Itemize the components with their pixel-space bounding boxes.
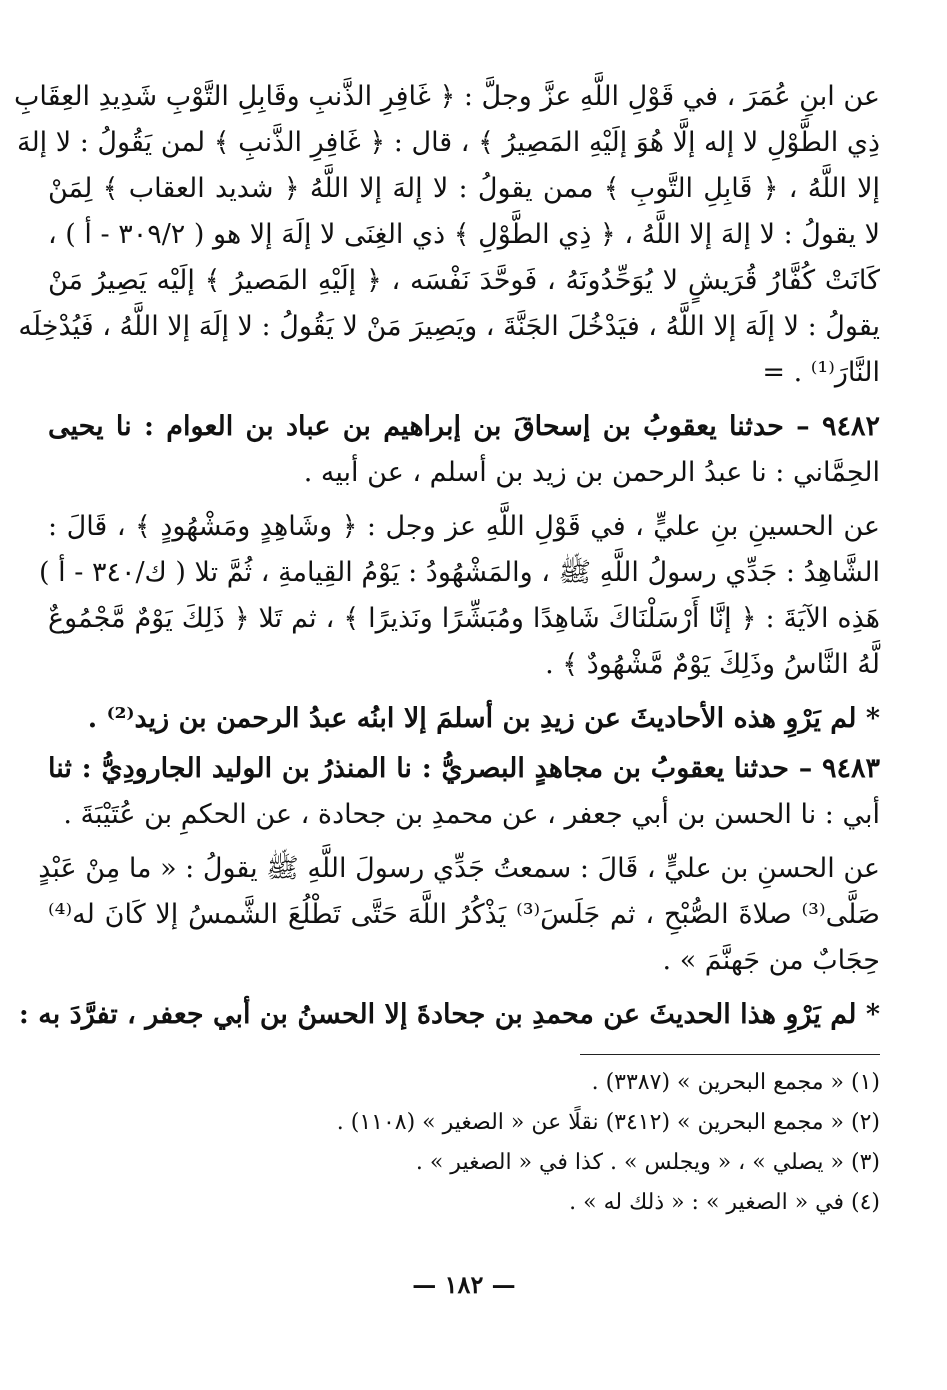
text-line: لا يقولُ : لا إلهَ إلا اللَّهُ ، ﴿ ذِي الطَّوْلِ ﴾ ذي الغِنَى لا إلَهَ إلا هو ( ٣٠٩/٢ - أ ) ،	[48, 219, 880, 250]
text-line: إلا اللَّهُ ، ﴿ قَابِلِ التَّوبِ ﴾ ممن يقولُ : لا إلهَ إلا اللَّهُ ﴿ شديد العقاب ﴾ لِمَنْ	[48, 173, 880, 204]
hadith-9482-matn: هَذِه الآيَةَ : ﴿ إنَّا أَرْسَلْنَاكَ شَاهِدًا ومُبَشِّرًا ونَذيرًا ﴾ ، ثم تَلا ﴿ ذَلِكَ يَوْمٌ مَّجْمُوعٌ	[48, 603, 880, 634]
text-line: النَّارَ⁽¹⁾ . =	[762, 357, 880, 388]
hadith-9482-matn: لَّهُ النَّاسُ وذَلِكَ يَوْمٌ مَّشْهُودٌ ﴾ .	[545, 649, 880, 680]
page-body	[13, 74, 880, 1374]
hadith-9483-note: * لم يَرْوِ هذا الحديثَ عن محمدِ بن جحادةَ إلا الحسنُ بن أبي جعفر ، تفرَّدَ به :	[18, 999, 880, 1030]
text-line: عن ابنِ عُمَرَ ، في قَوْلِ اللَّهِ عزَّ وجلَّ : ﴿ غَافِرِ الذَّنبِ وقَابِلِ التَّوْبِ شَدِيدِ العِقَابِ	[13, 81, 880, 112]
text-line: ذِي الطَّوْلِ لا إله إلَّا هُوَ إلَيْهِ المَصِيرُ ﴾ ، قال : ﴿ غَافِرِ الذَّنبِ ﴾ لمن يَقُولُ : لا إلهَ	[16, 127, 880, 158]
hadith-9482-matn: الشَّاهِدُ : جَدِّي رسولُ اللَّهِ ﷺ ، والمَشْهُودُ : يَوْمُ القِيامةِ ، ثُمَّ تلا ( ك/٣٤٠ - أ )	[39, 557, 880, 588]
hadith-9483-matn: صَلَّى⁽³⁾ صلاةَ الصُّبْحِ ، ثم جَلَسَ⁽³⁾ يَذْكُرُ اللَّهَ حَتَّى تَطْلُعَ الشَّمسُ إلا كَانَ له⁽⁴⁾	[48, 899, 880, 930]
hadith-9483-matn: عن الحسنِ بن عليٍّ ، قَالَ : سمعتُ جَدِّي رسولَ اللَّهِ ﷺ يقولُ : « ما مِنْ عَبْدٍ	[38, 853, 880, 884]
hadith-9483-matn: حِجَابٌ من جَهنَّمَ » .	[662, 945, 880, 976]
hadith-9482-isnad: الحِمَّاني : نا عبدُ الرحمن بن زيد بن أسلم ، عن أبيه .	[303, 457, 880, 488]
text-line: كَانَتْ كُفَّارُ قُرَيشٍ لا يُوَحِّدُونَهُ ، فَوحَّدَ نَفْسَه ، ﴿ إلَيْهِ المَصيرُ ﴾ إلَيْه يَصِيرُ مَنْ	[48, 265, 880, 296]
footnote: (٣) « يصلي » ، « ويجلس » . كذا في « الصغير » .	[415, 1150, 880, 1175]
hadith-9482-matn: عن الحسينِ بنِ عليٍّ ، في قَوْلِ اللَّهِ عز وجل : ﴿ وشَاهِدٍ ومَشْهُودٍ ﴾ ، قَالَ :	[48, 511, 880, 542]
footnote-divider	[580, 1054, 880, 1055]
footnote: (١) « مجمع البحرين » (٣٣٨٧) .	[591, 1070, 880, 1095]
footnote: (٤) في « الصغير » : « ذلك له » .	[569, 1190, 880, 1215]
hadith-9483-isnad: أبي : نا الحسن بن أبي جعفر ، عن محمدِ بن جحادة ، عن الحكمِ بن عُتَيْبَةَ .	[63, 799, 880, 830]
page-number: — ١٨٢ —	[412, 1270, 516, 1299]
hadith-9482-isnad: ٩٤٨٢ – حدثنا يعقوبُ بن إسحاقَ بن إبراهيم بن عباد بن العوام : نا يحيى	[48, 411, 880, 442]
hadith-9483-isnad: ٩٤٨٣ – حدثنا يعقوبُ بن مجاهدٍ البصريُّ : نا المنذرُ بن الوليد الجارودِيُّ : ثنا	[48, 753, 880, 784]
footnote: (٢) « مجمع البحرين » (٣٤١٢) نقلًا عن « الصغير » (١١٠٨) .	[336, 1110, 880, 1135]
text-line: يقولُ : لا إلَهَ إلا اللَّهُ ، فيَدْخُلَ الجَنَّةَ ، ويَصِيرَ مَنْ لا يَقُولُ : لا إلَهَ إلا اللَّهُ ، فَيُدْخِلَه	[18, 311, 880, 342]
hadith-9482-note: * لم يَرْوِ هذه الأحاديثَ عن زيدِ بن أسلمَ إلا ابنُه عبدُ الرحمن بن زيد⁽²⁾ .	[87, 703, 880, 734]
